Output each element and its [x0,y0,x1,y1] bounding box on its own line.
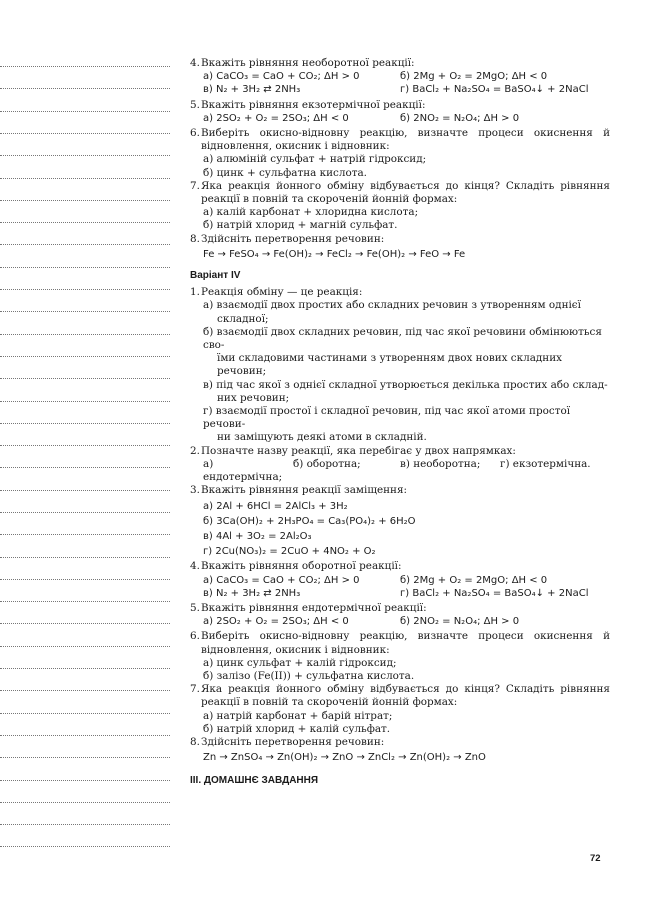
answer-a: а) ендотермічна; [203,457,283,484]
answer-a: а) цинк сульфат + калій гідроксид; [203,656,397,669]
margin-rule-line [0,200,170,201]
margin-rule-line [0,111,170,112]
margin-rule-line [0,66,170,67]
answer-g: г) BaCl₂ + Na₂SO₄ = BaSO₄↓ + 2NaCl [400,587,589,599]
transformation-chain: Zn → ZnSO₄ → Zn(OH)₂ → ZnO → ZnCl₂ → Zn(OH)₂ → ZnO [203,752,486,764]
question-6 [190,127,610,153]
question-7 [190,683,610,709]
question-number: 7. [190,683,200,696]
answer-b: б) 2Mg + O₂ = 2MgO; ΔH < 0 [400,574,548,586]
answer-row [190,574,610,587]
answer-b: б) 3Ca(OH)₂ + 2H₃PO₄ = Ca₃(PO₄)₂ + 6H₂O [203,515,416,527]
margin-rule-line [0,378,170,379]
question-number: 4. [190,57,200,69]
margin-rule-line [0,668,170,669]
answer-b: б) натрій хлорид + калій сульфат. [203,722,391,735]
answer-b: б) оборотна; [293,457,361,470]
answer-a: а) алюміній сульфат + натрій гідроксид; [203,153,427,166]
question-text: Виберіть окисно-відновну реакцію, визначте процеси окиснення й відновлення, окисник і відновник: [201,127,610,153]
answer-v-line1: в) під час якої з однієї складної утворюється декілька простих або склад- [203,378,608,391]
margin-rule-line [0,824,170,825]
answer-v-line2: них речовин; [217,391,290,404]
question-text: Виберіть окисно-відновну реакцію, визначте процеси окиснення й відновлення, окисник і відновник: [201,630,610,656]
answer-v: в) N₂ + 3H₂ ⇄ 2NH₃ [203,84,301,96]
answer-b: б) залізо (Fe(II)) + сульфатна кислота. [203,669,415,682]
question-8 [190,736,610,749]
margin-rule-line [0,267,170,268]
margin-rule-line [0,423,170,424]
answer-b-line1: б) взаємодії двох складних речовин, під час якої речовини обмінюються сво- [203,325,602,352]
answer-b: б) 2Mg + O₂ = 2MgO; ΔH < 0 [400,71,548,83]
answer-b [190,326,610,379]
answer-b: б) цинк + сульфатна кислота. [203,166,367,179]
question-text: Здійсніть перетворення речовин: [201,232,385,245]
margin-rule-line [0,623,170,624]
margin-rule-line [0,490,170,491]
question-text: Вкажіть рівняння екзотермічної реакції: [201,98,426,111]
margin-rule-line [0,601,170,602]
margin-rule-line [0,557,170,558]
question-7 [190,180,610,206]
variant-title: Варіант IV [190,270,241,282]
answer-g: г) екзотермічна. [500,457,591,470]
page-number: 72 [590,853,601,864]
margin-rule-line [0,846,170,847]
question-number: 2. [190,444,200,457]
margin-rule-line [0,445,170,446]
answer-g [190,405,610,445]
question-5 [190,99,610,112]
margin-rule-line [0,579,170,580]
margin-rule-line [0,244,170,245]
question-text: Вкажіть рівняння необоротної реакції: [201,57,415,69]
margin-rule-line [0,222,170,223]
margin-rule-line [0,713,170,714]
question-4 [190,560,610,573]
answer-a-line1: а) взаємодії двох простих або складних речовин з утворенням однієї [203,299,581,312]
question-text: Вкажіть рівняння оборотної реакції: [201,560,402,573]
margin-rule-line [0,401,170,402]
question-number: 6. [190,127,200,140]
question-number: 4. [190,560,200,573]
question-number: 3. [190,484,200,497]
answer-g: г) BaCl₂ + Na₂SO₄ = BaSO₄↓ + 2NaCl [400,84,589,96]
answer-v: в) 4Al + 3O₂ = 2Al₂O₃ [203,530,312,542]
margin-rule-line [0,802,170,803]
question-text: Реакція обміну — це реакція: [201,286,363,299]
margin-rule-line [0,757,170,758]
margin-rule-line [0,534,170,535]
answer-row [190,615,610,628]
margin-rule-line [0,735,170,736]
answer-row [190,112,610,125]
question-2 [190,445,610,458]
ruled-margin [0,0,172,900]
answer-a: а) 2SO₂ + O₂ = 2SO₃; ΔH < 0 [203,112,349,124]
answer-row [190,70,610,83]
answer-b: б) натрій хлорид + магній сульфат. [203,219,398,232]
question-1 [190,286,610,299]
question-text: Позначте назву реакції, яка перебігає у двох напрямках: [201,444,516,457]
question-8 [190,233,610,246]
margin-rule-line [0,178,170,179]
question-text: Вкажіть рівняння реакції заміщення: [201,484,408,497]
question-3 [190,484,610,497]
answer-v: в) N₂ + 3H₂ ⇄ 2NH₃ [203,587,301,599]
answer-a [190,299,610,325]
answer-b: б) 2NO₂ = N₂O₄; ΔH > 0 [400,616,520,628]
question-4 [190,57,610,70]
answer-a: а) CaCO₃ = CaO + CO₂; ΔH > 0 [203,71,360,83]
answer-row [190,458,610,484]
question-number: 5. [190,601,200,614]
answer-g: г) 2Cu(NO₃)₂ = 2CuO + 4NO₂ + O₂ [203,546,376,558]
answer-g-line1: г) взаємодії простої і складної речовин, під час якої атоми простої речови- [203,405,571,431]
answer-v: в) необоротна; [400,457,481,470]
margin-rule-line [0,311,170,312]
answer-b-line2: їми складовими частинами з утворенням двох нових складних речовин; [217,352,563,378]
answer-row [190,587,610,600]
margin-rule-line [0,780,170,781]
margin-rule-line [0,690,170,691]
margin-rule-line [0,512,170,513]
margin-rule-line [0,88,170,89]
question-text: Здійсніть перетворення речовин: [201,735,385,748]
question-text: Яка реакція йонного обміну відбувається до кінця? Складіть рівняння реакції в повній та скороченій йонній формах: [201,179,610,206]
question-number: 5. [190,98,200,111]
answer-g-line2: ни заміщують деякі атоми в складній. [217,431,427,444]
homework-title: ІІІ. ДОМАШНЄ ЗАВДАННЯ [190,775,319,787]
transformation-chain: Fe → FeSO₄ → Fe(OH)₂ → FeCl₂ → Fe(OH)₂ → FeO → Fe [203,248,466,260]
answer-a: а) калій карбонат + хлоридна кислота; [203,206,419,219]
page-content [190,57,610,792]
question-5 [190,602,610,615]
answer-b: б) 2NO₂ = N₂O₄; ΔH > 0 [400,112,520,124]
question-number: 1. [190,286,200,299]
answer-a: а) натрій карбонат + барій нітрат; [203,709,393,722]
margin-rule-line [0,646,170,647]
margin-rule-line [0,289,170,290]
answer-a: а) 2SO₂ + O₂ = 2SO₃; ΔH < 0 [203,616,349,628]
question-number: 7. [190,179,200,192]
question-6 [190,630,610,656]
answer-a: а) CaCO₃ = CaO + CO₂; ΔH > 0 [203,574,360,586]
question-text: Вкажіть рівняння ендотермічної реакції: [201,601,427,614]
question-text: Яка реакція йонного обміну відбувається до кінця? Складіть рівняння реакції в повній та скороченій йонній формах: [201,683,610,709]
answer-a-line2: складної; [217,312,269,325]
margin-rule-line [0,356,170,357]
margin-rule-line [0,133,170,134]
question-number: 8. [190,232,200,245]
question-number: 8. [190,735,200,748]
answer-v [190,379,610,405]
margin-rule-line [0,334,170,335]
answer-row [190,83,610,96]
margin-rule-line [0,467,170,468]
answer-a: а) 2Al + 6HCl = 2AlCl₃ + 3H₂ [203,500,348,512]
margin-rule-line [0,155,170,156]
question-number: 6. [190,630,200,643]
